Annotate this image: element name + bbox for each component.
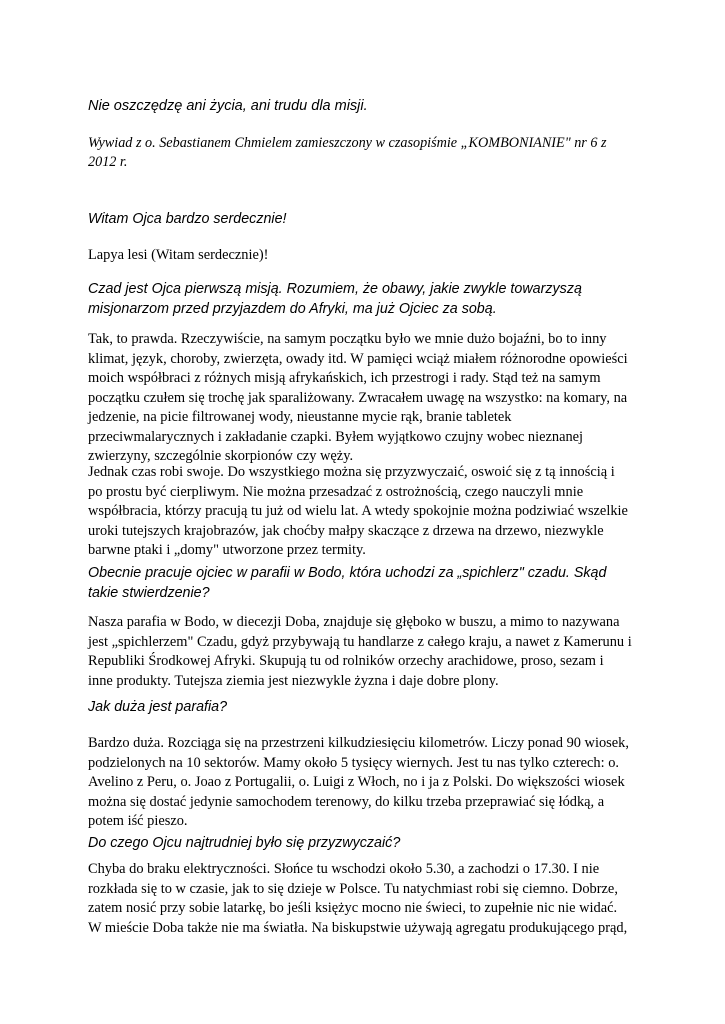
- answer-line: Nasza parafia w Bodo, w diecezji Doba, znajduje się głęboko w buszu, a mimo to nazywana: [88, 614, 620, 630]
- answer-line: jedzenie, na picie filtrowanej wody, nieustanne mycie rąk, branie tabletek: [88, 409, 512, 425]
- answer-line: przeciwmalarycznych i zakładanie czapki. Byłem wyjątkowo czujny wobec nieznanej: [88, 428, 584, 445]
- interview-question: [88, 564, 643, 603]
- question-line: Do czego Ojcu najtrudniej było się przyzwyczaić?: [88, 835, 401, 851]
- subtitle-line: Wywiad z o. Sebastianem Chmielem zamieszczony w czasopiśmie „KOMBONIANIE" nr 6 z: [88, 135, 607, 151]
- interview-answer: [88, 860, 641, 938]
- question-line: Witam Ojca bardzo serdecznie!: [88, 211, 287, 227]
- question-line: Czad jest Ojca pierwszą misją. Rozumiem, że obawy, jakie zwykle towarzyszą: [88, 281, 582, 297]
- interview-question: [88, 834, 643, 854]
- answer-line: zatem nosić przy sobie latarkę, bo jeśli księżyc mocno nie świeci, to zupełnie nic nie widać.: [88, 900, 618, 916]
- answer-line: inne produkty. Tutejsza ziemia jest niezwykle żyzna i daje dobre plony.: [88, 672, 499, 689]
- interview-question: [88, 698, 643, 718]
- answer-line: początku czułem się trochę jak sparaliżowany. Zwracałem uwagę na wszystko: na komary, na: [88, 389, 628, 406]
- question-line: misjonarzom przed przyjazdem do Afryki, ma już Ojciec za sobą.: [88, 300, 497, 317]
- answer-line: rozkłada się to w czasie, jak to się dzieje w Polsce. Tu natychmiast robi się ciemno. Dobrze,: [88, 880, 618, 897]
- answer-line: Tak, to prawda. Rzeczywiście, na samym początku było we mnie dużo bojaźni, bo to inny: [88, 331, 607, 347]
- interview-answer: [88, 246, 641, 266]
- answer-line: podzielonych na 10 sektorów. Mamy około 5 tysięcy wiernych. Jest tu nas tylko czterech: o.: [88, 754, 619, 771]
- answer-line: Republiki Środkowej Afryki. Skupują tu od rolników orzechy arachidowe, proso, sezam i: [88, 653, 604, 669]
- answer-line: Avelino z Peru, o. Joao z Portugalii, o. Luigi z Włoch, no i ja z Polski. Do większości wiosek: [88, 774, 625, 790]
- document-subtitle: [88, 134, 643, 172]
- answer-line: uroki tutejszych krajobrazów, jak choćby małpy skaczące z drzewa na drzewo, niezwykle: [88, 522, 604, 539]
- answer-line: zwierzyny, szczególnie skorpionów czy węży.: [88, 448, 354, 464]
- question-line: Jak duża jest parafia?: [88, 699, 228, 715]
- answer-line: współbracia, którzy pracują tu już od wielu lat. A wtedy spokojnie można podziwiać wszelkie: [88, 503, 628, 519]
- answer-line: jest „spichlerzem" Czadu, gdyż przybywają tu handlarze z całego kraju, a nawet z Kamerunu i: [88, 633, 632, 650]
- answer-line: Chyba do braku elektryczności. Słońce tu wschodzi około 5.30, a zachodzi o 17.30. I nie: [88, 861, 600, 877]
- interview-answer: [88, 330, 641, 467]
- answer-line: można się dostać jedynie samochodem terenowy, do kilku trzeba przeprawiać się łódką, a: [88, 793, 605, 810]
- answer-line: Jednak czas robi swoje. Do wszystkiego można się przyzwyczaić, oswoić się z tą innością i: [88, 464, 615, 480]
- interview-question: [88, 210, 643, 230]
- answer-line: barwne ptaki i „domy" utworzone przez termity.: [88, 542, 366, 558]
- subtitle-line: 2012 r.: [88, 154, 128, 170]
- interview-answer: [88, 463, 641, 561]
- answer-line: potem iść pieszo.: [88, 813, 188, 829]
- answer-line: Lapya lesi (Witam serdecznie)!: [88, 247, 269, 263]
- interview-question: [88, 280, 643, 319]
- question-line: Obecnie pracuje ojciec w parafii w Bodo, która uchodzi za „spichlerz" czadu. Skąd: [88, 565, 607, 581]
- answer-line: W mieście Doba także nie ma światła. Na biskupstwie używają agregatu produkującego prąd,: [88, 919, 628, 936]
- question-line: takie stwierdzenie?: [88, 584, 210, 601]
- interview-answer: [88, 734, 641, 832]
- answer-line: po prostu być cierpliwym. Nie można przesadzać z ostrożnością, czego nauczyli mnie: [88, 483, 584, 500]
- answer-line: Bardzo duża. Rozciąga się na przestrzeni kilkudziesięciu kilometrów. Liczy ponad 90 wiosek,: [88, 735, 629, 751]
- interview-answer: [88, 613, 641, 691]
- answer-line: klimat, język, choroby, zwierzęta, owady itd. W pamięci wciąż miałem różnorodne opowieści: [88, 350, 628, 367]
- answer-line: moich współbraci z różnych misją afrykańskich, ich przestrogi i rady. Stąd też na samym: [88, 370, 601, 386]
- document-title: Nie oszczędzę ani życia, ani trudu dla misji.: [88, 98, 368, 114]
